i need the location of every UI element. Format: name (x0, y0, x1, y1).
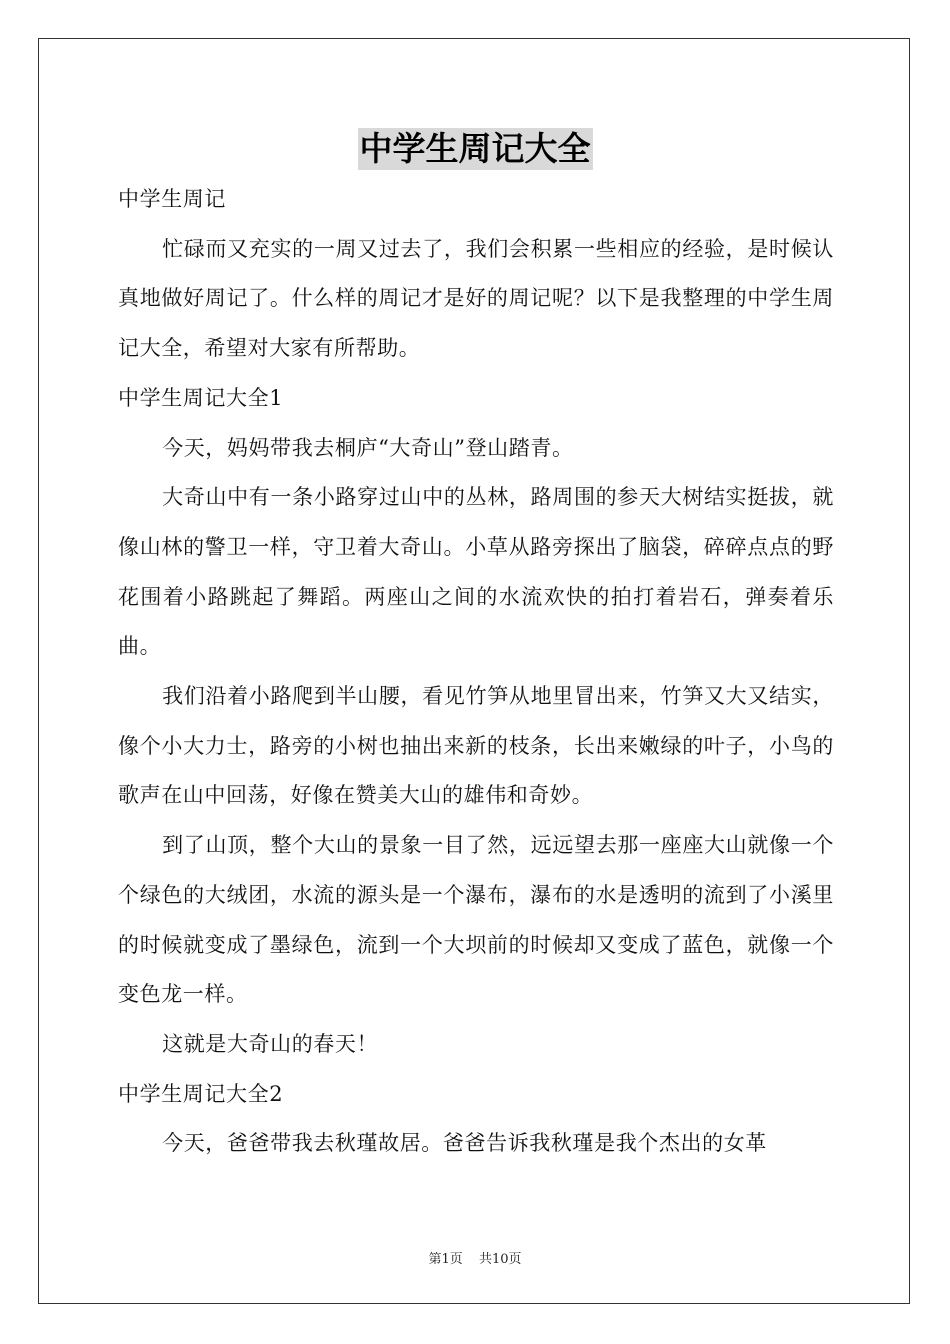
paragraph: 中学生周记大全2 (118, 1081, 284, 1106)
page-total: 共10页 (478, 1252, 522, 1267)
paragraph: 中学生周记大全1 (118, 385, 284, 410)
paragraph: 到了山顶，整个大山的景象一目了然，远远望去那一座座大山就像一个个绿色的大绒团，水流的源头是一个瀑布，瀑布的水是透明的流到了小溪里的时候就变成了墨绿色，流到一个大坝前的时候却又变成了蓝色，就像一个变色龙一样。 (118, 833, 834, 1007)
document-title: 中学生周记大全 (359, 129, 591, 168)
paragraph: 这就是大奇山的春天！ (162, 1031, 379, 1056)
title-container (0, 128, 950, 170)
paragraph: 中学生周记 (118, 187, 226, 211)
document-body (118, 175, 834, 1169)
paragraph: 我们沿着小路爬到半山腰，看见竹笋从地里冒出来，竹笋又大又结实，像个小大力士，路旁的小树也抽出来新的枝条，长出来嫩绿的叶子，小鸟的歌声在山中回荡，好像在赞美大山的雄伟和奇妙。 (118, 684, 834, 808)
paragraph: 今天，妈妈带我去桐庐“大奇山”登山踏青。 (162, 435, 574, 460)
page-number: 第1页 (428, 1252, 463, 1267)
paragraph: 大奇山中有一条小路穿过山中的丛林，路周围的参天大树结实挺拔，就像山林的警卫一样，守卫着大奇山。小草从路旁探出了脑袋，碎碎点点的野花围着小路跳起了舞蹈。两座山之间的水流欢快的拍打着岩石，弹奏着乐曲。 (118, 485, 834, 659)
page-footer (0, 1248, 950, 1267)
paragraph: 忙碌而又充实的一周又过去了，我们会积累一些相应的经验，是时候认真地做好周记了。什么样的周记才是好的周记呢？以下是我整理的中学生周记大全，希望对大家有所帮助。 (118, 236, 834, 361)
paragraph: 今天，爸爸带我去秋瑾故居。爸爸告诉我秋瑾是我个杰出的女革 (162, 1131, 767, 1156)
